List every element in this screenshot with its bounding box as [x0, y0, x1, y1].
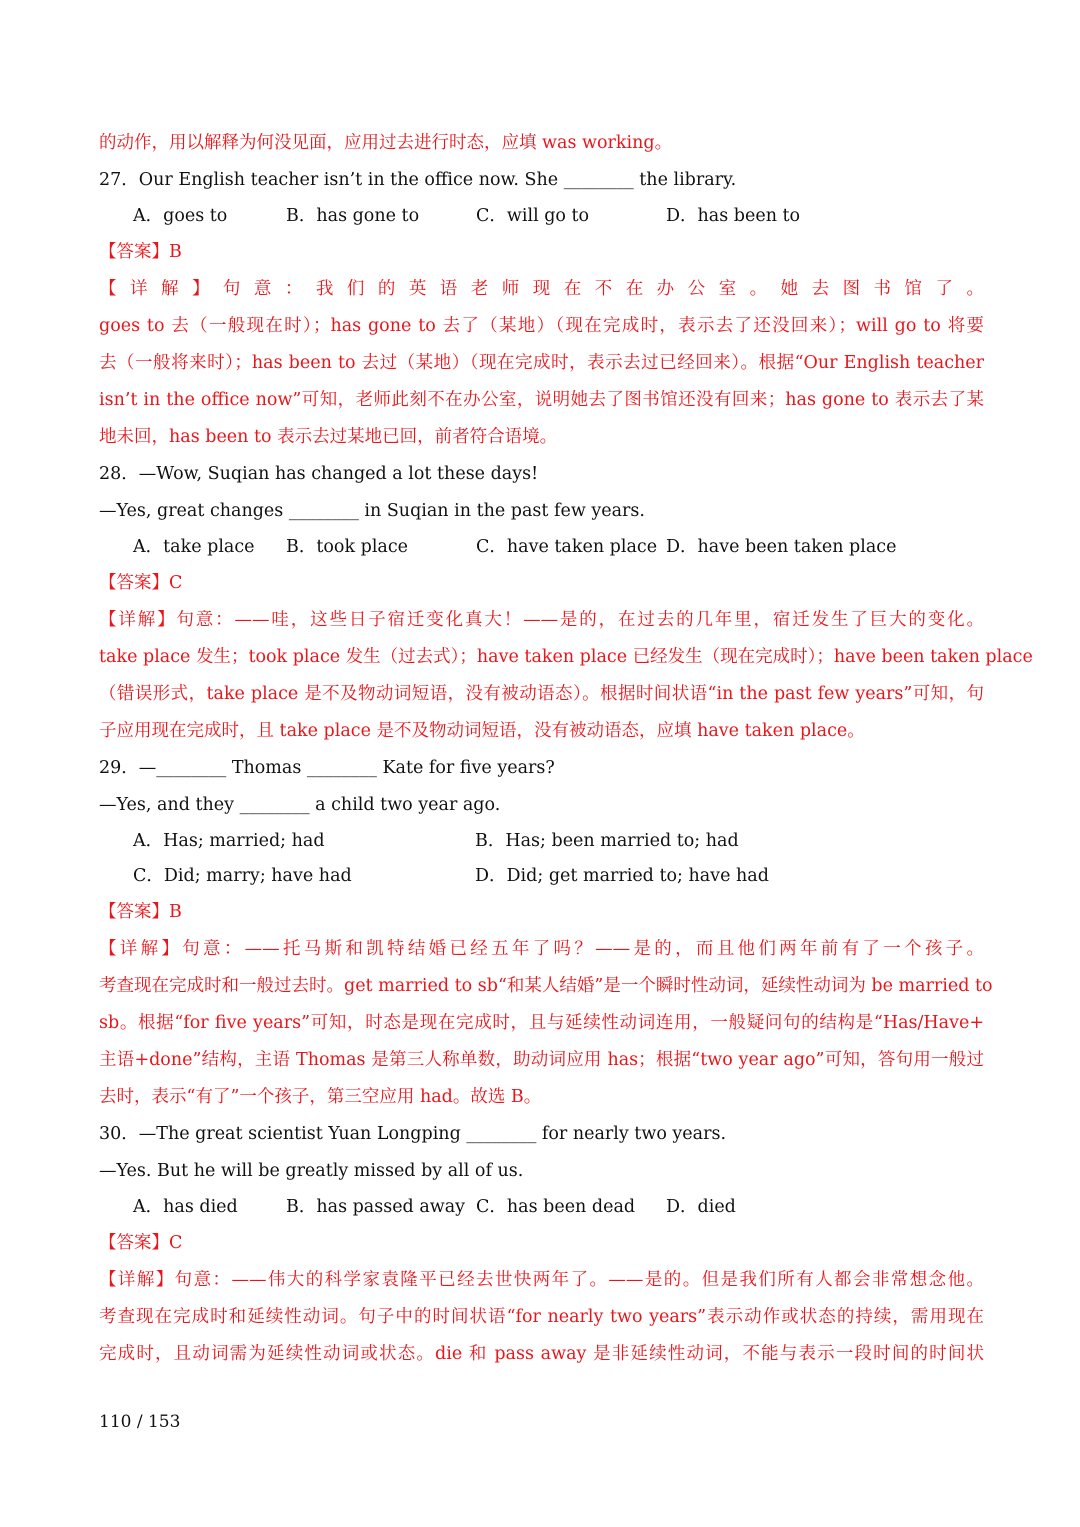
question-29-detail-line: 去时，表示“有了”一个孩子，第三空应用 had。故选 B。	[99, 1087, 542, 1107]
option-a: A．has died	[133, 1197, 238, 1217]
option-d: D．Did; get married to; have had	[475, 866, 769, 886]
option-c: C．has been dead	[476, 1197, 636, 1217]
question-29-detail-line: 【详解】句意：——托马斯和凯特结婚已经五年了吗？——是的，而且他们两年前有了一个孩子。	[99, 939, 984, 959]
question-27-detail-line: 【详解】句意：我们的英语老师现在不在办公室。她去图书馆了。	[99, 279, 984, 299]
question-29-detail-line: 主语+done”结构，主语 Thomas 是第三人称单数，助动词应用 has；根据“two year ago”可知，答句用一般过	[99, 1050, 984, 1070]
continued-explanation: 的动作，用以解释为何没见面，应用过去进行时态，应填 was working。	[99, 133, 673, 153]
question-30-answer: 【答案】C	[99, 1233, 183, 1253]
option-c: C．have taken place	[476, 537, 658, 557]
question-27-options	[99, 199, 984, 234]
question-28-detail-line: （错误形式，take place 是不及物动词短语，没有被动语态）。根据时间状语“in the past few years”可知，句	[99, 684, 984, 704]
option-b: B．took place	[286, 537, 409, 557]
option-d: D．died	[666, 1197, 736, 1217]
option-c: C．Did; marry; have had	[133, 866, 352, 886]
question-28-answer: 【答案】C	[99, 573, 183, 593]
question-27-detail-line: 地未回，has been to 表示去过某地已回，前者符合语境。	[99, 427, 558, 447]
question-30-options	[99, 1190, 984, 1225]
question-29-answer: 【答案】B	[99, 902, 182, 922]
question-28-detail-line: take place 发生；took place 发生（过去式）；have taken place 已经发生（现在完成时）；have been taken place	[99, 647, 1033, 667]
question-30-detail-line: 考查现在完成时和延续性动词。句子中的时间状语“for nearly two years”表示动作或状态的持续，需用现在	[99, 1307, 984, 1327]
question-29-stem: —Yes, and they ________ a child two year ago.	[99, 795, 501, 815]
option-b: B．has gone to	[286, 206, 420, 226]
option-a: A．Has; married; had	[133, 831, 325, 851]
question-27-stem: 27．Our English teacher isn’t in the office now. She ________ the library.	[99, 170, 737, 190]
question-30-stem: 30．—The great scientist Yuan Longping ________ for nearly two years.	[99, 1124, 727, 1144]
option-d: D．has been to	[666, 206, 801, 226]
question-29-options-row	[99, 824, 984, 859]
question-30-stem: —Yes. But he will be greatly missed by all of us.	[99, 1161, 524, 1181]
question-28-detail-line: 子应用现在完成时，且 take place 是不及物动词短语，没有被动语态，应填 have taken place。	[99, 721, 865, 741]
question-28-stem: —Yes, great changes ________ in Suqian in the past few years.	[99, 501, 645, 521]
question-30-detail-line: 完成时，且动词需为延续性动词或状态。die 和 pass away 是非延续性动词，不能与表示一段时间的时间状	[99, 1344, 984, 1364]
question-29-stem: 29．—________ Thomas ________ Kate for five years?	[99, 758, 555, 778]
question-29-detail-line: sb。根据“for five years”可知，时态是现在完成时，且与延续性动词连用，一般疑问句的结构是“Has/Have+	[99, 1013, 984, 1033]
option-b: B．has passed away	[286, 1197, 466, 1217]
option-b: B．Has; been married to; had	[475, 831, 739, 851]
page-content	[99, 125, 1033, 1373]
question-27-answer: 【答案】B	[99, 242, 182, 262]
question-28-detail-line: 【详解】句意：——哇，这些日子宿迁变化真大！——是的，在过去的几年里，宿迁发生了巨大的变化。	[99, 610, 984, 630]
option-a: A．goes to	[133, 206, 228, 226]
question-27-detail-line: goes to 去（一般现在时）；has gone to 去了（某地）（现在完成时，表示去了还没回来）；will go to 将要	[99, 316, 984, 336]
question-29-options-row	[99, 859, 984, 894]
option-c: C．will go to	[476, 206, 590, 226]
question-28-stem: 28．—Wow, Suqian has changed a lot these days!	[99, 464, 539, 484]
option-d: D．have been taken place	[666, 537, 897, 557]
page-number: 110 / 153	[99, 1412, 181, 1432]
question-29-detail-line: 考查现在完成时和一般过去时。get married to sb“和某人结婚”是一个瞬时性动词，延续性动词为 be married to	[99, 976, 993, 996]
question-30-detail-line: 【详解】句意：——伟大的科学家袁隆平已经去世快两年了。——是的。但是我们所有人都会非常想念他。	[99, 1270, 984, 1290]
option-a: A．take place	[133, 537, 255, 557]
question-27-detail-line: isn’t in the office now”可知，老师此刻不在办公室，说明她去了图书馆还没有回来；has gone to 表示去了某	[99, 390, 984, 410]
question-27-detail-line: 去（一般将来时）；has been to 去过（某地）（现在完成时，表示去过已经回来）。根据“Our English teacher	[99, 353, 984, 373]
question-28-options	[99, 530, 984, 565]
